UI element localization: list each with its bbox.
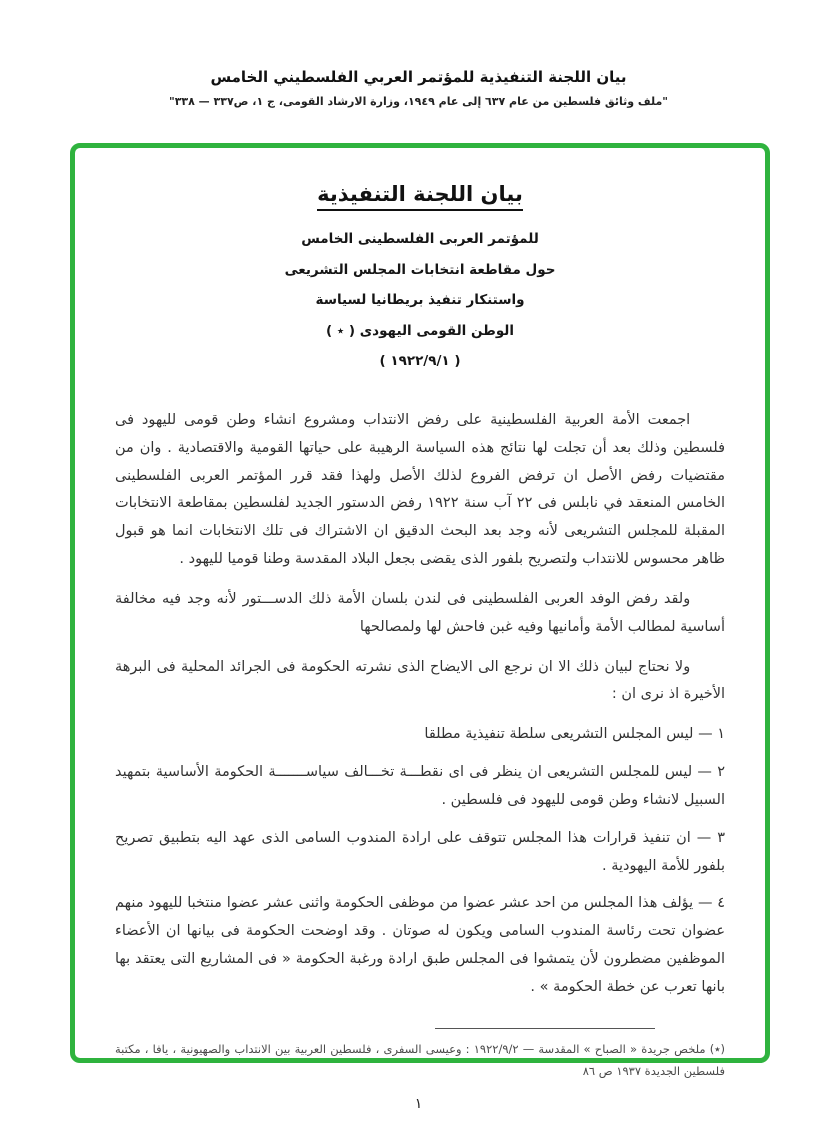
document-date: ( ١٩٢٢/٩/١ ) (379, 353, 461, 370)
document-body (115, 407, 725, 1002)
document-subtitles (115, 229, 725, 373)
list-item-text: ليس المجلس التشريعى سلطة تنفيذية مطلقا (424, 726, 694, 743)
header-source-citation: "ملف وثائق فلسطين من عام ٦٣٧ إلى عام ١٩٤٩، وزارة الارشاد القومى، ج ١، ص٣٣٧ — ٣٣٨" (168, 95, 669, 108)
header-title: بيان اللجنة التنفيذية للمؤتمر العربي الفلسطيني الخامس (210, 68, 627, 86)
list-item-number: ١ — (698, 726, 725, 743)
document-title-text: بيان اللجنة التنفيذية (317, 182, 523, 211)
list-item (115, 759, 725, 815)
list-item-number: ٤ — (697, 895, 726, 912)
document-frame (70, 143, 770, 1078)
list-item-text: ليس للمجلس التشريعى ان ينظر فى اى نقطـــة تخـــالف سياســـــــة الحكومة الأساسية بتمهيد السبيل لانشاء وطن قومى لليهود فى فلسطين . (115, 764, 725, 808)
list-item-text: يؤلف هذا المجلس من احد عشر عضوا من موظفى الحكومة واثنى عشر عضوا منتخبا لليهود منهم عضوان تحت رئاسة المندوب السامى ويكون له صوتان . وقد اوضحت الحكومة فى بيانها ان الأعضاء الموظفين مضطرون لأن يتمشوا فى المجلس طبق ارادة ورغبة الحكومة « فى المشاريع التى يعتقد بها بانها تعرب عن خطة الحكومة » . (115, 895, 725, 995)
list-item-number: ٣ — (696, 829, 726, 846)
footnote-text: (٭) ملخص جريدة « الصباح » المقدسة — ١٩٢٢/٩/٢ : وعيسى السفرى ، فلسطين العربية بين الانتداب والصهيونية ، يافا ، مكتبة فلسطين الجديدة ١٩٣٧ ص ٨٦ (115, 1041, 725, 1078)
body-paragraph: اجمعت الأمة العربية الفلسطينية على رفض الانتداب ومشروع انشاء وطن قومى لليهود فى فلسطين وذلك بعد أن تجلت لها نتائج هذه السياسة الرهيبة على حياتها القومية والاقتصادية . وان من مقتضيات رفض الأصل ان ترفض الفروع لذلك الأصل ولهذا فقد قرر المؤتمر العربى الفلسطينى الخامس المنعقد في نابلس فى ٢٢ آب سنة ١٩٢٢ رفض الدستور الجديد لفلسطين بمقاطعة الانتخابات المقبلة للمجلس التشريعى لأنه وجد بعد البحث الدقيق ان الاشتراك فى تلك الانتخابات انما هو قبول ظاهر محسوس للانتداب ولتصريح بلفور الذى يقضى بجعل البلاد المقدسة وطنا قوميا لليهود . (115, 411, 725, 568)
list-item-text: ان تنفيذ قرارات هذا المجلس تتوقف على ارادة المندوب السامى الذى عهد اليه بتطبيق تصريح بلفور للأمة اليهودية . (115, 829, 725, 874)
body-paragraph: ولا نحتاج لبيان ذلك الا ان نرجع الى الايضاح الذى نشرته الحكومة فى الجرائد المحلية فى البرهة الأخيرة اذ نرى ان : (115, 658, 725, 703)
list-item (115, 890, 725, 1001)
subtitle-line: واستنكار تنفيذ بريطانيا لسياسة (315, 292, 525, 309)
list-item (115, 825, 725, 881)
document-title (115, 182, 725, 211)
list-item-number: ٢ — (697, 764, 726, 781)
subtitle-line: الوطن القومى اليهودى ( ٭ ) (326, 322, 514, 339)
page-number: ١ (414, 1096, 423, 1112)
footnote-divider (435, 1028, 655, 1029)
page-footer (0, 1096, 837, 1112)
subtitle-line: حول مقاطعة انتخابات المجلس التشريعى (284, 261, 556, 278)
list-item (115, 721, 725, 749)
body-paragraph: ولقد رفض الوفد العربى الفلسطينى فى لندن بلسان الأمة ذلك الدســـتور لأنه وجد فيه مخالفة أساسية لمطالب الأمة وأمانيها وفيه غبن فاحش لها ولمصالحها (115, 590, 725, 635)
page-header (0, 0, 837, 108)
subtitle-line: للمؤتمر العربى الفلسطينى الخامس (301, 231, 539, 247)
